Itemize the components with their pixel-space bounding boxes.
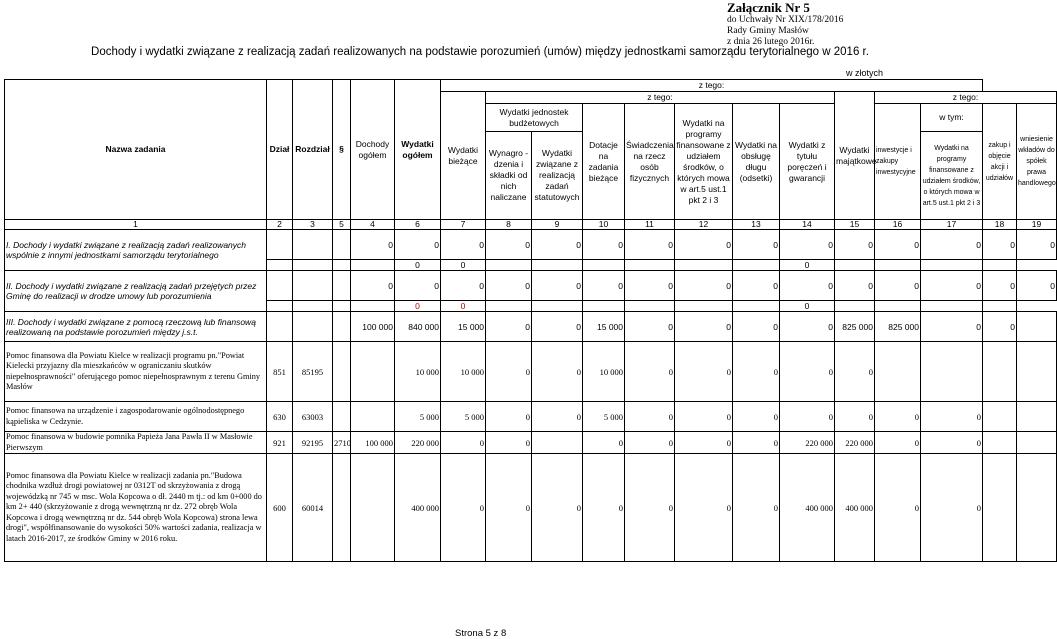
value-cell: 0 — [625, 432, 675, 454]
value-cell: 0 — [583, 230, 625, 260]
document-title: Dochody i wydatki związane z realizacją zadań realizowanych na podstawie porozumień (umów) między jednostkami samorządu terytorialnego w 2016 r. — [91, 46, 869, 58]
annex-line-2: Rady Gminy Masłów — [727, 26, 809, 36]
annex-line-3: z dnia 26 lutego 2016r. — [727, 37, 815, 47]
value-cell: 0 — [532, 454, 583, 562]
value-cell: 0 — [625, 342, 675, 402]
value-cell: 400 000 — [395, 454, 441, 562]
value-cell: 0 — [532, 271, 583, 301]
col-biezace: Wydatki bieżące — [441, 92, 486, 220]
table-row — [5, 342, 1057, 402]
value-cell: 0 — [780, 301, 835, 312]
value-cell: 0 — [921, 312, 983, 342]
col-programy2: Wydatki na programy finansowane z udziałem środków, o których mowa w art.5 ust.1 pkt 2 i 3 — [921, 132, 983, 220]
value-cell: 0 — [486, 230, 532, 260]
column-number: 4 — [351, 220, 395, 230]
column-number: 15 — [835, 220, 875, 230]
value-cell: 0 — [835, 271, 875, 301]
value-cell: 0 — [921, 230, 983, 260]
page-number: Strona 5 z 8 — [455, 628, 507, 639]
value-cell: 15 000 — [441, 312, 486, 342]
value-cell: 0 — [733, 230, 780, 260]
z-tego-majatkowe: z tego: — [875, 92, 1057, 104]
value-cell: 0 — [780, 230, 835, 260]
section-row — [5, 230, 1057, 260]
value-cell: 0 — [675, 230, 733, 260]
value-cell: 0 — [441, 301, 486, 312]
value-cell: 0 — [875, 230, 921, 260]
item-label: Pomoc finansowa w budowie pomnika Papieża Jana Pawła II w Masłowie Pierwszym — [5, 432, 267, 454]
annex-number: Załącznik Nr 5 — [727, 0, 810, 15]
value-cell: 0 — [780, 260, 835, 271]
column-number: 16 — [875, 220, 921, 230]
col-programy: Wydatki na programy finansowane z udziałem środków, o których mowa w art.5 ust.1 pkt 2 i 3 — [675, 104, 733, 220]
col-poreczen: Wydatki z tytułu poręczeń i gwarancji — [780, 104, 835, 220]
col-dzial: Dział — [267, 80, 293, 220]
section-label: III. Dochody i wydatki związane z pomocą rzeczową lub finansową realizowaną na podstawie porozumień między j.s.t. — [5, 312, 267, 342]
value-cell: 5 000 — [441, 402, 486, 432]
value-cell: 0 — [733, 342, 780, 402]
value-cell: 15 000 — [583, 312, 625, 342]
value-cell: 220 000 — [780, 432, 835, 454]
value-cell: 0 — [675, 432, 733, 454]
section-row — [5, 271, 1057, 301]
paragraph-cell — [333, 454, 351, 562]
value-cell: 0 — [835, 342, 875, 402]
item-label: Pomoc finansowa dla Powiatu Kielce w realizacji programu pn."Powiat Kielecki przyjazny dla mieszkańców w ograniczaniu skutków niepełnosprawności" oferującego pomoc niepełnosprawnym z terenu Gminy Masłów — [5, 342, 267, 402]
column-number: 13 — [733, 220, 780, 230]
value-cell: 0 — [532, 342, 583, 402]
value-cell: 0 — [532, 312, 583, 342]
value-cell: 0 — [733, 271, 780, 301]
column-number: 17 — [921, 220, 983, 230]
col-wniesienie: wniesienie wkładów do spółek prawa handlowego — [1017, 104, 1057, 220]
dzial-cell: 600 — [267, 454, 293, 562]
value-cell: 0 — [921, 454, 983, 562]
col-dotacje: Dotacje na zadania bieżące — [583, 104, 625, 220]
value-cell: 0 — [441, 260, 486, 271]
value-cell: 0 — [625, 312, 675, 342]
value-cell: 0 — [486, 432, 532, 454]
column-number: 18 — [983, 220, 1017, 230]
col-majatkowe: Wydatki majątkowe — [835, 92, 875, 220]
value-cell: 0 — [625, 402, 675, 432]
col-zakup: zakup i objęcie akcji i udziałów — [983, 104, 1017, 220]
value-cell: 0 — [780, 312, 835, 342]
annex-header — [727, 0, 957, 48]
unit-label: w złotych — [846, 68, 884, 78]
value-cell: 0 — [1017, 271, 1057, 301]
column-number: 7 — [441, 220, 486, 230]
col-dlug: Wydatki na obsługę długu (odsetki) — [733, 104, 780, 220]
column-number: 2 — [267, 220, 293, 230]
rozdzial-cell: 92195 — [293, 432, 333, 454]
paragraph-cell: 2710 — [333, 432, 351, 454]
col-swiadczenia: Świadczenia na rzecz osób fizycznych — [625, 104, 675, 220]
value-cell: 0 — [532, 402, 583, 432]
table-row — [5, 454, 1057, 562]
rozdzial-cell: 63003 — [293, 402, 333, 432]
value-cell: 0 — [875, 454, 921, 562]
value-cell: 10 000 — [441, 342, 486, 402]
value-cell — [875, 342, 921, 402]
value-cell: 0 — [875, 271, 921, 301]
item-label: Pomoc finansowa na urządzenie i zagospodarowanie ogólnodostępnego kąpieliska w Cedzynie. — [5, 402, 267, 432]
value-cell: 5 000 — [583, 402, 625, 432]
col-dochody: Dochody ogółem — [351, 80, 395, 220]
value-cell: 100 000 — [351, 432, 395, 454]
column-number: 6 — [395, 220, 441, 230]
col-name: Nazwa zadania — [5, 80, 267, 220]
value-cell: 0 — [625, 230, 675, 260]
value-cell — [351, 402, 395, 432]
value-cell: 840 000 — [395, 312, 441, 342]
value-cell: 0 — [675, 342, 733, 402]
column-number: 9 — [532, 220, 583, 230]
col-wydatki: Wydatki ogółem — [395, 80, 441, 220]
rozdzial-cell: 85195 — [293, 342, 333, 402]
dzial-cell: 630 — [267, 402, 293, 432]
section-label: II. Dochody i wydatki związane z realizacją zadań przejętych przez Gminę do realizacji w drodze umowy lub porozumienia — [5, 271, 267, 312]
paragraph-cell — [333, 402, 351, 432]
value-cell — [1017, 312, 1057, 342]
value-cell: 0 — [441, 271, 486, 301]
value-cell: 0 — [486, 342, 532, 402]
value-cell: 0 — [395, 301, 441, 312]
col-statutowe: Wydatki związane z realizacją zadań statutowych — [532, 132, 583, 220]
column-number: 11 — [625, 220, 675, 230]
value-cell: 0 — [875, 402, 921, 432]
value-cell: 0 — [625, 454, 675, 562]
table-row — [5, 432, 1057, 454]
value-cell: 0 — [733, 312, 780, 342]
value-cell: 0 — [675, 402, 733, 432]
col-inwestycje: inwestycje i zakupy inwestycyjne — [875, 104, 921, 220]
col-rozdzial: Rozdział — [293, 80, 333, 220]
value-cell: 0 — [875, 432, 921, 454]
column-number: 19 — [1017, 220, 1057, 230]
value-cell: 0 — [583, 454, 625, 562]
value-cell: 10 000 — [583, 342, 625, 402]
budget-table — [4, 79, 1057, 562]
rozdzial-cell: 60014 — [293, 454, 333, 562]
value-cell: 0 — [675, 271, 733, 301]
column-numbers-row — [5, 220, 1057, 230]
column-number: 14 — [780, 220, 835, 230]
value-cell: 0 — [486, 312, 532, 342]
section-row — [5, 312, 1057, 342]
value-cell: 0 — [780, 342, 835, 402]
dzial-cell: 921 — [267, 432, 293, 454]
value-cell: 825 000 — [835, 312, 875, 342]
value-cell: 0 — [780, 271, 835, 301]
column-number: 12 — [675, 220, 733, 230]
value-cell: 825 000 — [875, 312, 921, 342]
value-cell: 0 — [921, 432, 983, 454]
value-cell: 0 — [983, 271, 1017, 301]
value-cell — [351, 342, 395, 402]
col-paragraph: § — [333, 80, 351, 220]
value-cell: 0 — [486, 271, 532, 301]
value-cell: 0 — [983, 230, 1017, 260]
value-cell: 0 — [733, 402, 780, 432]
annex-line-1: do Uchwały Nr XIX/178/2016 — [727, 15, 844, 25]
column-number: 8 — [486, 220, 532, 230]
value-cell: 0 — [441, 454, 486, 562]
w-tym: w tym: — [921, 104, 983, 132]
value-cell — [532, 432, 583, 454]
value-cell — [351, 454, 395, 562]
z-tego-biezace: z tego: — [486, 92, 835, 104]
table-row — [5, 402, 1057, 432]
value-cell: 0 — [921, 402, 983, 432]
value-cell — [921, 342, 983, 402]
value-cell: 0 — [835, 230, 875, 260]
z-tego-top: z tego: — [441, 80, 983, 92]
dzial-cell: 851 — [267, 342, 293, 402]
value-cell: 0 — [583, 271, 625, 301]
paragraph-cell — [333, 342, 351, 402]
value-cell: 0 — [351, 230, 395, 260]
value-cell: 10 000 — [395, 342, 441, 402]
value-cell: 0 — [1017, 230, 1057, 260]
col-wynagrodzenia: Wynagro - dzenia i składki od nich naliczane — [486, 132, 532, 220]
value-cell: 100 000 — [351, 312, 395, 342]
value-cell: 0 — [395, 230, 441, 260]
value-cell: 0 — [835, 402, 875, 432]
value-cell: 0 — [983, 312, 1017, 342]
col-jednostek: Wydatki jednostek budżetowych — [486, 104, 583, 132]
value-cell: 0 — [395, 271, 441, 301]
value-cell: 220 000 — [395, 432, 441, 454]
value-cell: 0 — [921, 271, 983, 301]
value-cell: 0 — [675, 312, 733, 342]
column-number: 3 — [293, 220, 333, 230]
value-cell: 0 — [675, 454, 733, 562]
value-cell: 0 — [532, 230, 583, 260]
value-cell: 0 — [583, 432, 625, 454]
value-cell: 0 — [486, 454, 532, 562]
value-cell: 5 000 — [395, 402, 441, 432]
value-cell: 0 — [486, 402, 532, 432]
item-label: Pomoc finansowa dla Powiatu Kielce w realizacji zadania pn."Budowa chodnika wzdłuż drogi powiatowej nr 0312T od skrzyżowania z drogą wojewódzką nr 745 w msc. Wola Kopcowa o dł. 2440 m tj.: od km 0+000 do km 2+ 440 (skrzyżowanie z drogą wewnętrzną nr dz. 272 obręb Wola Kopcowa i drogą wewnętrzną nr dz. 544 obręb Wola Kopcowa) strona lewa drogi", współfinansowanie do wysokości 50% wartości zadania, realizacja w latach 2016-2017, ze środków Gminy w 2016 roku. — [5, 454, 267, 562]
value-cell: 0 — [441, 230, 486, 260]
value-cell: 0 — [625, 271, 675, 301]
section-label: I. Dochody i wydatki związane z realizacją zadań realizowanych wspólnie z innymi jednostkami samorządu terytorialnego — [5, 230, 267, 271]
value-cell: 220 000 — [835, 432, 875, 454]
value-cell: 400 000 — [780, 454, 835, 562]
value-cell: 0 — [395, 260, 441, 271]
column-number: 10 — [583, 220, 625, 230]
value-cell: 0 — [733, 432, 780, 454]
value-cell: 400 000 — [835, 454, 875, 562]
value-cell: 0 — [351, 271, 395, 301]
column-number: 1 — [5, 220, 267, 230]
value-cell: 0 — [780, 402, 835, 432]
column-number: 5 — [333, 220, 351, 230]
value-cell: 0 — [733, 454, 780, 562]
value-cell: 0 — [441, 432, 486, 454]
